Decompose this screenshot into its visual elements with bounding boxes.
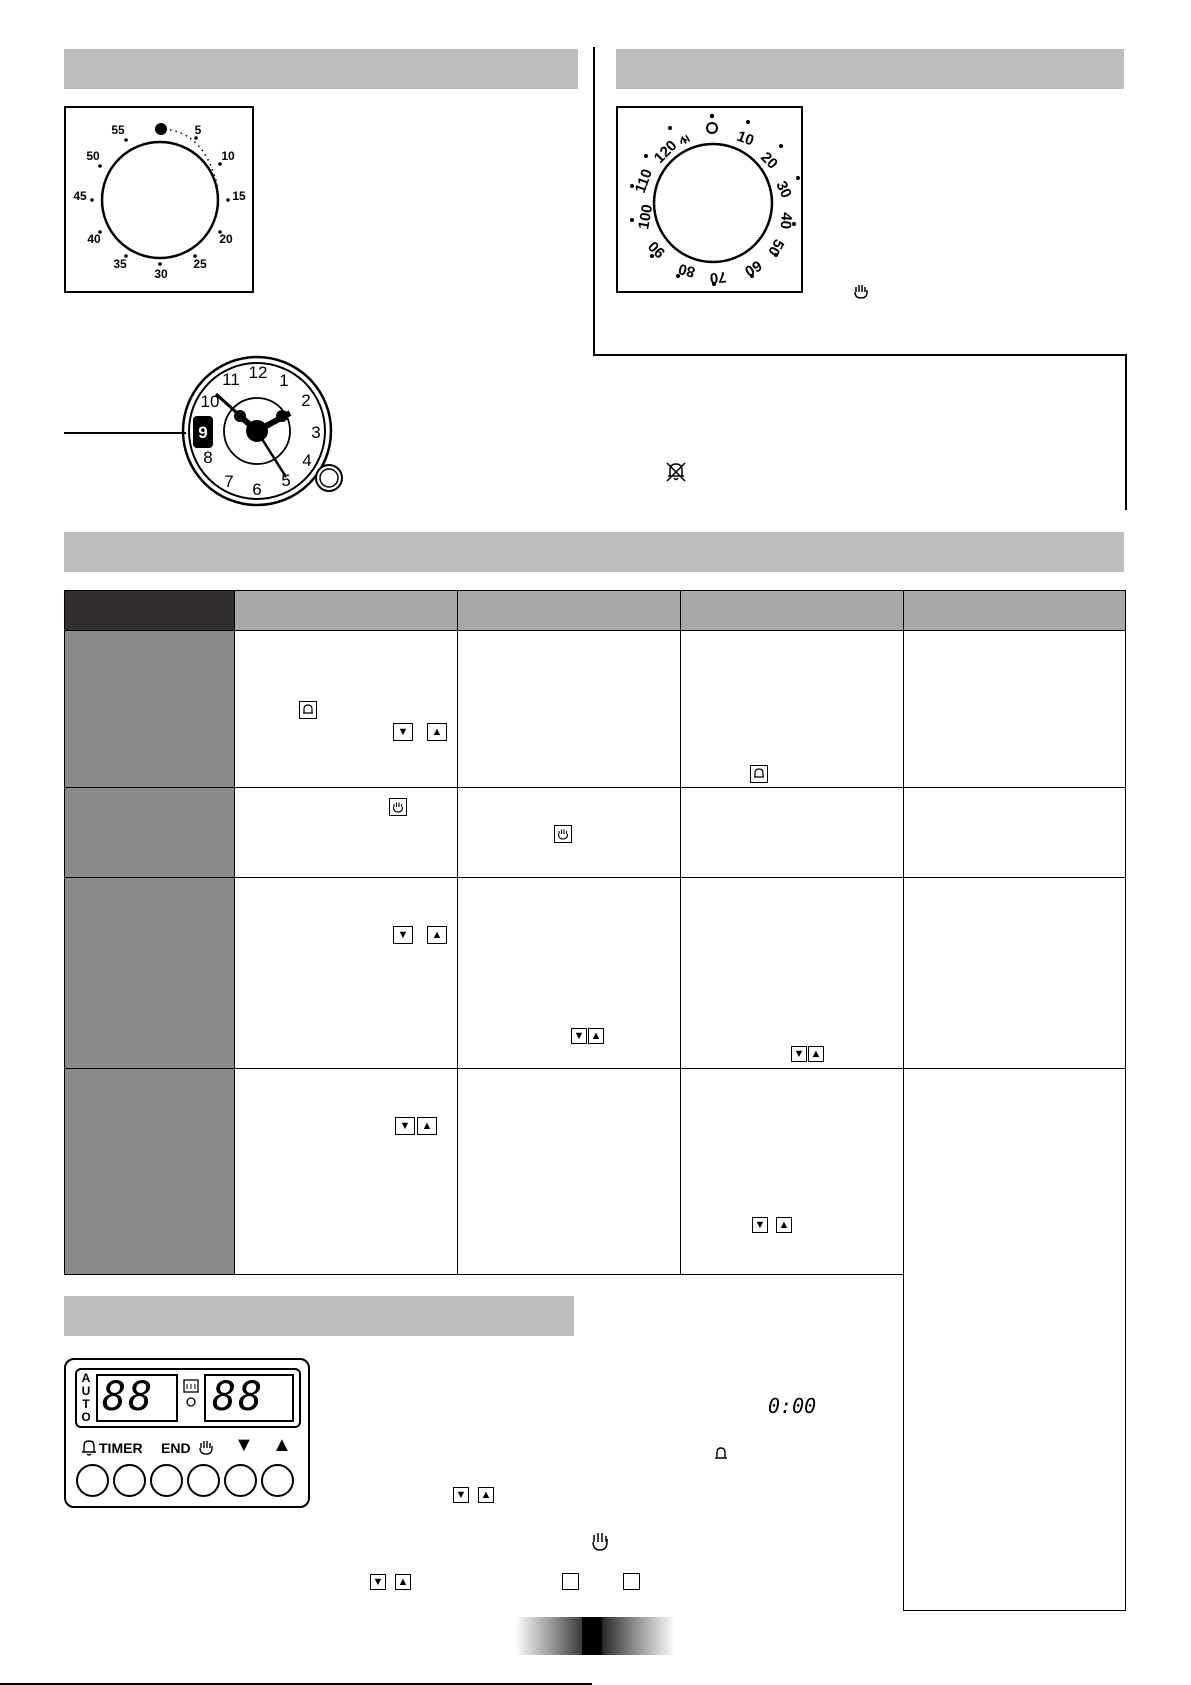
programmer-panel: [64, 1358, 310, 1508]
dial-number-90: 90: [645, 237, 669, 262]
minute-timer-dial: [66, 108, 252, 291]
auto-letter-a: A: [81, 1371, 91, 1385]
table-header-col-4: [904, 591, 1126, 631]
table-cell-r1-c2: [458, 631, 681, 788]
dial-number-30: 30: [772, 178, 795, 201]
minute-timer-dial-box: [64, 106, 254, 293]
down-key-icon: ▼: [453, 1487, 469, 1503]
table-cell-r1-c3: [681, 631, 904, 788]
clock-number-1: 1: [279, 371, 289, 390]
end-button[interactable]: [150, 1464, 183, 1497]
long-timer-dial: [618, 108, 801, 291]
dial-number-40: 40: [87, 232, 101, 246]
section-header-electronic-programmer: [64, 1296, 574, 1336]
dial-number-110: 110: [631, 166, 657, 196]
hand-icon: [198, 1438, 214, 1456]
dial-number-15: 15: [232, 189, 246, 203]
clock-number-3: 3: [311, 423, 321, 442]
up-key-icon: ▲: [588, 1028, 604, 1044]
clock-number-9-highlighted: 9: [198, 423, 208, 442]
down-button[interactable]: [224, 1464, 257, 1497]
oven-indicator-icon: [182, 1378, 200, 1414]
digits-right: 88: [212, 1374, 265, 1420]
table-row-head-3: [65, 878, 235, 1069]
empty-checkbox: [623, 1573, 640, 1590]
table-cell-r3-c1: [235, 878, 458, 1069]
up-key-icon: ▲: [417, 1117, 437, 1135]
bell-key-icon: [750, 765, 768, 783]
dial-number-70: 70: [709, 268, 728, 287]
digits-left: 88: [102, 1374, 155, 1420]
manual-button[interactable]: [187, 1464, 220, 1497]
clock-number-5: 5: [281, 471, 291, 490]
bell-icon: [80, 1439, 98, 1457]
dial-number-120: 120: [650, 137, 681, 167]
table-header-col-2: [458, 591, 681, 631]
clock-number-10: 10: [200, 392, 220, 411]
table-row-head-2: [65, 788, 235, 878]
dial-number-30: 30: [154, 267, 168, 281]
clock-number-8: 8: [203, 448, 213, 467]
dial-number-100: 100: [635, 203, 657, 231]
dial-number-45: 45: [73, 189, 87, 203]
page-tab-center: [582, 1617, 602, 1655]
dial-number-60: 60: [741, 256, 765, 280]
auto-letter-o: O: [81, 1410, 91, 1424]
up-key-icon: ▲: [395, 1574, 411, 1590]
dial-number-20: 20: [219, 232, 233, 246]
table-cell-r3-c2: [458, 878, 681, 1069]
section-header-minute-timer: [64, 49, 578, 89]
table-cell-r2-c3: [681, 788, 904, 878]
up-key-icon: ▲: [776, 1217, 792, 1233]
hand-icon: [590, 1530, 610, 1552]
table-cell-r1-c4: [904, 631, 1126, 788]
clock-number-7: 7: [224, 472, 234, 491]
auto-letter-u: U: [81, 1384, 91, 1398]
down-key-icon: ▼: [791, 1046, 807, 1062]
dial-number-55: 55: [111, 123, 125, 137]
dial-number-5: 5: [194, 123, 202, 137]
table-cell-r4-c2: [458, 1069, 681, 1275]
down-key-icon: ▼: [571, 1028, 587, 1044]
down-arrow-label: ▼: [234, 1434, 254, 1456]
down-key-icon: ▼: [370, 1574, 386, 1590]
dial-number-40: 40: [776, 211, 795, 230]
table-header-col-3: [681, 591, 904, 631]
display-reading: 0:00: [768, 1394, 817, 1418]
section-header-programmer: [64, 532, 1124, 572]
down-key-icon: ▼: [752, 1217, 768, 1233]
bell-key-icon: [299, 701, 317, 719]
section-header-long-timer: [616, 49, 1124, 89]
dial-number-50: 50: [764, 236, 788, 259]
clock-number-11: 11: [222, 370, 240, 389]
down-key-icon: ▼: [393, 926, 413, 944]
clock-number-2: 2: [301, 391, 311, 410]
end-label: END: [161, 1440, 191, 1456]
section-divider-right: [1125, 354, 1127, 510]
table-row-head-1: [65, 631, 235, 788]
up-button[interactable]: [261, 1464, 294, 1497]
table-cell-r2-c1: [235, 788, 458, 878]
section-divider-vertical: [593, 47, 595, 356]
long-timer-dial-box: [616, 106, 803, 293]
dial-number-80: 80: [676, 259, 698, 281]
down-key-icon: ▼: [395, 1117, 415, 1135]
up-arrow-label: ▲: [272, 1434, 292, 1456]
table-cell-r4-c1: [235, 1069, 458, 1275]
dial-number-35: 35: [113, 257, 127, 271]
timer-button[interactable]: [113, 1464, 146, 1497]
table-cell-r4-c3: [681, 1069, 904, 1275]
up-key-icon: ▲: [808, 1046, 824, 1062]
clock-number-6: 6: [252, 480, 262, 499]
up-key-icon: ▲: [427, 723, 447, 741]
table-cell-r2-c2: [458, 788, 681, 878]
table-cell-r2-c4: [904, 788, 1126, 878]
auto-label: [80, 1372, 92, 1424]
up-key-icon: ▲: [427, 926, 447, 944]
auto-letter-t: T: [82, 1397, 90, 1411]
table-row-head-4: [65, 1069, 235, 1275]
table-cell-r1-c1: [235, 631, 458, 788]
hand-icon: [853, 282, 869, 300]
section-divider-horizontal: [593, 354, 1127, 356]
bell-icon: [713, 1446, 729, 1462]
table-header-col-1: [235, 591, 458, 631]
clock-number-12: 12: [248, 363, 268, 382]
empty-checkbox: [562, 1573, 579, 1590]
bell-button[interactable]: [76, 1464, 109, 1497]
dial-number-10: 10: [221, 149, 235, 163]
timer-label: TIMER: [99, 1440, 143, 1456]
hand-key-icon: [389, 798, 407, 816]
table-header-corner: [65, 591, 235, 631]
dial-number-50: 50: [86, 149, 100, 163]
down-key-icon: ▼: [393, 723, 413, 741]
dial-number-25: 25: [193, 257, 207, 271]
crossed-bell-icon: [664, 460, 688, 484]
table-cell-r4-c4-tall: [904, 1069, 1126, 1611]
table-cell-r3-c4: [904, 878, 1126, 1069]
up-key-icon: ▲: [478, 1487, 494, 1503]
table-cell-r3-c3: [681, 878, 904, 1069]
dial-number-20: 20: [757, 148, 781, 173]
clock-pointer-line: [64, 432, 186, 434]
clock-number-4: 4: [302, 451, 312, 470]
dial-number-10: 10: [734, 127, 757, 150]
analogue-clock: [176, 350, 356, 530]
